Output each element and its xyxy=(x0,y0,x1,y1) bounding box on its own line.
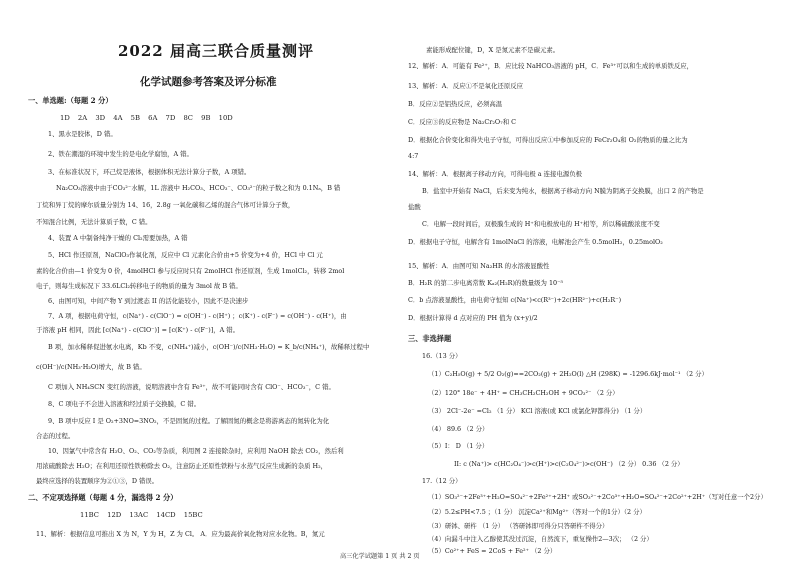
s1-line-21: 最终应选择的装置顺序为②①③，D 错误。 xyxy=(36,477,159,485)
s1-line-1: 2、铁在潮湿的环境中发生的是电化学腐蚀，A 错。 xyxy=(48,150,193,158)
r-line-13: B．H₂R 的第二步电离常数 Kₐ₂(H₂R)的数量级为 10⁻⁵ xyxy=(408,279,564,287)
r-line-14: C．b 点溶液显酸性，由电荷守恒知 c(Na⁺)<c(R³⁻)+2c(HR²⁻)+c(H₂R⁻) xyxy=(408,296,622,304)
r-line-12: 15、解析：A．由图可知 Na₂HR 的水溶液显酸性 xyxy=(408,262,550,270)
r-line-0: 素能形成配位键，D，X 是氮元素不是碳元素。 xyxy=(426,46,560,54)
r-line-7: 14、解析：A．根据离子移动方向，可得电极 a 连接电源负极 xyxy=(408,170,582,178)
r-line-10: C．电解一段时间后，双极膜生成的 H⁺和电极放电的 H⁺相等，所以稀硫酸浓度不变 xyxy=(422,220,660,228)
section1-heading: 一、单选题:（每题 2 分） xyxy=(28,96,113,105)
q16-line-4: （4） 89.6 （2 分） xyxy=(428,425,489,433)
s1-line-9: 电子，则每生成标况下 33.6LCl₂转移电子的物质的量为 3mol 故 B 错。 xyxy=(36,282,242,290)
s1-line-6: 4、装置 A 中制备纯净干燥的 Cl₂需要加热，A 错 xyxy=(48,234,188,242)
r-line-1: 12、解析：A．可能有 Fe²⁺，B．应比较 NaHCO₃溶液的 pH，C．Fe³⁺可以和生成的单质铁反应， xyxy=(408,62,694,70)
q16-line-2: （2）120° 18e⁻ + 4H⁺ = CH₃CH₂CH₂OH + 9CO₃²⁻ （2 分） xyxy=(428,389,619,397)
q16-line-1: （1）C₂H₅O(g) + 5/2 O₂(g)==2CO₂(g) + 2H₂O(l) △H (298K) = -1296.6kJ·mol⁻¹ （2 分） xyxy=(428,370,708,378)
s1-line-19: 10、因氯气中常含有 H₂O、O₂、CO₂等杂质，利用图 2 连接除杂时，应利用 NaOH 除去 CO₂，然后利 xyxy=(48,447,344,455)
s1-line-16: 8、C 项电子不会进入溶液和经过质子交换膜，C 错。 xyxy=(48,400,201,408)
s1-line-13: B 项，加水稀释促进氨水电离，Kb 不变，c(NH₄⁺)减小，c(OH⁻)/c(NH₃·H₂O) = K_b/c(NH₄⁺)，故稀释过程中 xyxy=(48,343,370,351)
s1-line-0: 1、黑水是胶体，D 错。 xyxy=(48,130,117,138)
page-footer: 高三化学试题第 1 页 共 2 页 xyxy=(340,553,420,560)
s1-line-5: 不知混合比例，无法计算质子数，C 错。 xyxy=(36,218,152,226)
q16-head: 16.（13 分） xyxy=(422,352,462,360)
section2-answers: 11BC 12D 13AC 14CD 15BC xyxy=(80,511,203,519)
s1-line-3: Na₂CO₃溶液中由于CO₃²⁻水解，1L 溶液中 H₂CO₃、HCO₃⁻、CO₃²⁻的粒子数之和为 0.1Nₐ，B 错 xyxy=(56,184,341,192)
s1-line-2: 3、在标准状况下，环己烷是液体，根据体积无法计算分子数，A 项错。 xyxy=(48,168,251,176)
q16-line-6: II: c (Na⁺)> c(HC₂O₄⁻)>c(H⁺)>c(C₂O₄²⁻)>c(OH⁻) （2 分） 0.36 （2 分） xyxy=(454,460,684,468)
q16-line-3: （3） 2Cl⁻-2e⁻ =Cl₂ （1 分） KCl 溶液(或 KCl 或氯化钾都得分) （1 分） xyxy=(428,407,647,415)
section2-heading: 二、不定项选择题（每题 4 分，漏选得 2 分） xyxy=(28,493,178,502)
r-line-9: 盐酸 xyxy=(408,203,421,211)
s1-line-15: C 项加入 NH₄SCN 变红的溶液，说明溶液中含有 Fe³⁺，故不可能同时含有 ClO⁻、HCO₃⁻，C 错。 xyxy=(48,383,335,391)
s1-line-7: 5、HCl 作还原剂，NaClO₃作氧化剂，反应中 Cl 元素化合价由+5 价变为+4 价，HCl 中 Cl 元 xyxy=(48,251,323,259)
q17-line-1: （1）SO₃²⁻+2Fe³⁺+H₂O=SO₄²⁻+2Fe²⁺+2H⁺ 或SO₃²⁻+2Co³⁺+H₂O=SO₄²⁻+2Co²⁺+2H⁺（写对任意一个2分） xyxy=(428,493,767,501)
s1-line-17: 9、B 项中反应 I 是 O₂+3NO=3NO₂，不是固氮的过程。了解固氮的概念是将游离态的氮转化为化 xyxy=(48,417,330,425)
s1-line-10: 6、由图可知，中间产物 Y 到过渡态 II 的活化能较小，因此不是决速步 xyxy=(48,297,249,305)
r-line-8: B．盐室中开始有 NaCl，后来变为纯水，根据离子移动方向 N膜为阴离子交换膜，出口 2 的产物是 xyxy=(422,187,704,195)
s1-line-8: 素的化合价由—1 价变为 0 价，4molHCl 参与反应时只有 2molHCl 作还原剂，生成 1molCl₂，转移 2mol xyxy=(36,267,345,275)
q16-line-5: （5）I： D （1 分） xyxy=(428,442,489,450)
s1-line-14: c(OH⁻)/c(NH₃·H₂O)增大，故 B 错。 xyxy=(36,363,146,371)
q11-line: 11、解析：根据信息可推出 X 为 N，Y 为 H，Z 为 Cl。 A．应为最高价氧化物对应水化物。B，氮元 xyxy=(36,530,325,538)
r-line-2: 13、解析：A．反应①不是氧化还原反应 xyxy=(408,82,523,90)
s1-line-4: 丁烷和异丁烷的摩尔质量分别为 14、16，2.8g 一氧化碳和乙烯的混合气体可计算分子数， xyxy=(36,201,295,209)
page-title: 2022 届高三联合质量测评 xyxy=(118,42,314,60)
q17-line-2: （2）5.2≤PH<7.5 ；（1 分） 沉淀Ca²⁺和Mg²⁺（答对一个的1分）（2 分） xyxy=(428,508,646,516)
q17-head: 17.（12 分） xyxy=(422,477,462,485)
q17-line-3: （3）研钵、研杵 （1 分） （答研钵即可得分只答研杵不得分） xyxy=(428,522,609,530)
r-line-5: D．根据化合价变化和得失电子守恒，可得出反应①中参加反应的 FeCr₂O₄和 O₂的物质的量之比为 xyxy=(408,136,688,144)
s1-line-18: 合态的过程。 xyxy=(36,432,75,440)
page-subtitle: 化学试题参考答案及评分标准 xyxy=(140,76,277,88)
r-line-11: D．根据电子守恒，电解含有 1molNaCl 的溶液，电解池会产生 0.5molH₂，0.25molO₂ xyxy=(408,238,663,246)
s1-line-20: 用浓硫酸除去 H₂O；在利用还原性铁粉除去 O₂，注意防止还原性铁粉与水蒸气反应生成新的杂质 H₂， xyxy=(36,462,328,470)
r-line-6: 4:7 xyxy=(408,152,419,160)
r-line-4: C．反应③的反应物是 Na₂Cr₂O₇和 C xyxy=(408,118,517,126)
s1-line-11: 7、A 项，根据电荷守恒，c(Na⁺) - c(ClO⁻) = c(OH⁻) - c(H⁺) ；c(K⁺) - c(F⁻) = c(OH⁻) - c(H⁺)，由 xyxy=(48,312,347,320)
r-line-3: B．反应②是铝热反应，必须高温 xyxy=(408,100,503,108)
section3-heading: 三、非选择题 xyxy=(408,334,452,343)
q17-line-5: （5）Co²⁺+ FeS = 2CoS + Fe²⁺ （2 分） xyxy=(428,547,557,555)
s1-line-12: 于溶液 pH 相同，因此 [c(Na⁺) - c(ClO⁻)] = [c(K⁺) - c(F⁻)]，A 错。 xyxy=(36,326,240,334)
section1-answers: 1D 2A 3D 4A 5B 6A 7D 8C 9B 10D xyxy=(60,114,233,122)
q17-line-4: （4）向漏斗中注入乙醇使其没过沉淀，自然流下，重复操作2—3次； （2 分） xyxy=(428,535,653,543)
r-line-15: D．根据计算得 d 点对应的 PH 值为 (x+y)/2 xyxy=(408,314,538,322)
